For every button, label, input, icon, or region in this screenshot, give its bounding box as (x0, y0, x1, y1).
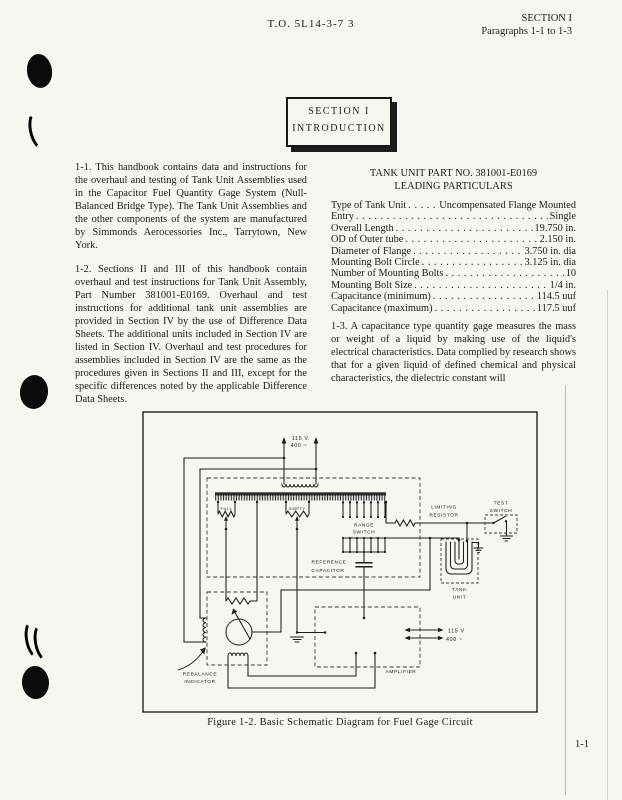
test-switch-label: TEST (493, 501, 509, 507)
limiting-resistor (395, 520, 415, 526)
rebalance-indicator-label: REBALANCE (182, 672, 218, 678)
table-row (331, 291, 576, 302)
rebalance-left-coil (203, 618, 206, 642)
transformer-primary-coil (282, 484, 318, 487)
rebalance-label-arrow (178, 651, 204, 671)
limiting-resistor-label-2: RESISTOR (429, 513, 459, 519)
dot-leader (433, 291, 535, 302)
rebalance-indicator-label-2: INDICATOR (184, 680, 216, 685)
scan-edge-line-faint (607, 290, 608, 800)
top-voltage-label: 115 V. (291, 436, 311, 442)
table-row (331, 200, 576, 211)
lp-label: Diameter of Flange (331, 245, 412, 257)
top-voltage-label-2: 400 ~ (290, 443, 308, 449)
empty-label: EMPTY (289, 506, 306, 511)
lp-value: 1/4 in. (549, 279, 576, 291)
empty-pot-resistor (286, 511, 309, 517)
lp-label: Capacitance (maximum) (331, 302, 433, 314)
dot-leader (422, 257, 523, 268)
dot-leader (405, 234, 537, 245)
figure-caption: Figure 1-2. Basic Schematic Diagram for Fuel Gage Circuit (207, 717, 473, 728)
header-right (481, 13, 572, 38)
dot-leader (413, 246, 522, 257)
dot-leader (396, 223, 533, 234)
paragraph-1-1: 1-1. This handbook contains data and instructions for the overhaul and testing of Tank Unit Assemblies used in the Capacitor Fuel Quantity Gage System (Null-Balanced Bridge Type). The Tank Unit Assemblies and the other components of the system are manufactured by Simmonds Aerocessories Inc., Tarrytown, New York. (75, 162, 307, 251)
lp-value: 114.5 uuf (536, 291, 576, 303)
lp-value: 10 (565, 268, 576, 280)
lp-value: 2.150 in. (539, 234, 576, 246)
punch-hole-mark-bottom (21, 665, 50, 700)
dot-leader (356, 211, 548, 222)
lp-label: OD of Outer tube (331, 234, 404, 246)
table-row (331, 268, 576, 279)
test-switch-blade (494, 516, 506, 523)
lp-value: 19.750 in. (534, 222, 576, 234)
section-label: SECTION I (521, 13, 572, 24)
rebalance-motor (226, 619, 252, 645)
amplifier-box (315, 607, 420, 667)
section-intro-box (286, 97, 392, 147)
table-row (331, 280, 576, 291)
ink-crescent-1 (25, 108, 54, 151)
lp-value: Uncompensated Flange Mounted (439, 200, 576, 211)
leading-particulars-list (331, 200, 576, 314)
right-column (331, 167, 576, 396)
lp-label: Overall Length (331, 222, 394, 234)
test-switch-label-2: SWITCH (489, 509, 513, 514)
table-row (331, 246, 576, 257)
page-number: 1-1 (575, 739, 589, 750)
lp-label: Type of Tank Unit (331, 200, 407, 211)
table-row (331, 234, 576, 245)
dot-leader (445, 268, 563, 279)
paragraph-1-2: 1-2. Sections II and III of this handbook contain overhaul and test instructions for Tank Unit Assembly, Part Number 381001-E0169. Overhaul and test instructions for additional tank unit assemblies are provided in Section IV by the use of Difference Data Sheets. The additional units included in Section IV are listed in Section IV. Overhaul and test procedures for assemblies included in Section IV are the same as the procedures given in Sections II and III, except for the specific differences noted by the applicable Difference Data Sheets. (75, 264, 307, 405)
punch-hole-mark-top (25, 52, 54, 89)
right-voltage-label: 115 V (448, 628, 465, 635)
lp-value: 117.5 uuf (536, 302, 576, 314)
transformer-secondary-bar (215, 492, 386, 495)
range-switch-label-2: SWITCH (352, 530, 376, 536)
reference-capacitor-label: REFERENCE (311, 560, 347, 566)
dot-leader (414, 280, 547, 291)
intro-box-subtitle: INTRODUCTION (292, 123, 386, 134)
lp-label: Number of Mounting Bolts (331, 268, 444, 280)
reference-capacitor-label-2: CAPACITOR (311, 569, 345, 574)
amplifier-label: AMPLIFIER (385, 670, 417, 675)
lp-label: Capacitance (minimum) (331, 291, 431, 303)
full-pot-resistor (218, 511, 235, 517)
limiting-resistor-label: LIMITING (431, 505, 457, 511)
range-switch-label: RANGE (353, 523, 375, 529)
lp-value: 3.125 in. dia (524, 257, 576, 269)
transformer-secondary-teeth (215, 496, 386, 501)
punch-hole-mark-middle (18, 374, 49, 411)
right-voltage-label-2: 400 ~ (446, 637, 463, 643)
to-number: T.O. 5L14-3-7 3 (267, 18, 355, 30)
table-row (331, 223, 576, 234)
test-switch-box (485, 515, 517, 533)
rebalance-bottom-coil (228, 653, 248, 656)
left-column (75, 161, 307, 417)
lp-label: Mounting Bolt Size (331, 279, 413, 291)
motor-needle (235, 613, 250, 640)
rebalance-pot-resistor (226, 598, 250, 604)
reference-capacitor-plates (356, 563, 372, 567)
tank-unit-part-no: TANK UNIT PART NO. 381001-E0169 (369, 168, 538, 179)
table-row (331, 303, 576, 314)
dot-leader (408, 200, 437, 211)
intro-box-title: SECTION I (308, 106, 370, 117)
full-label: FULL (220, 506, 233, 511)
rebalance-indicator-box (207, 592, 267, 665)
leading-particulars-title (331, 167, 576, 193)
paragraph-range: Paragraphs 1-1 to 1-3 (481, 25, 572, 37)
table-row (331, 211, 576, 222)
dot-leader (435, 303, 535, 314)
tank-unit-label: TANK (452, 588, 467, 593)
fuel-gage-schematic (100, 390, 570, 720)
tank-unit-label-2: UNIT (452, 595, 467, 601)
lp-value: Single (549, 211, 576, 223)
table-row (331, 257, 576, 268)
lp-label: Entry (331, 211, 354, 223)
lp-value: 3.750 in. dia (524, 245, 576, 257)
paragraph-1-3: 1-3. A capacitance type quantity gage measures the mass or weight of a liquid by making use of the liquid's electrical characteristics. Data complied by research shows that for a given liquid of defined chemical and physical characteristics, the dielectric constant will (331, 321, 576, 385)
leading-particulars-heading: LEADING PARTICULARS (394, 181, 513, 192)
arrowheads (200, 437, 444, 654)
lp-label: Mounting Bolt Circle (331, 257, 420, 269)
